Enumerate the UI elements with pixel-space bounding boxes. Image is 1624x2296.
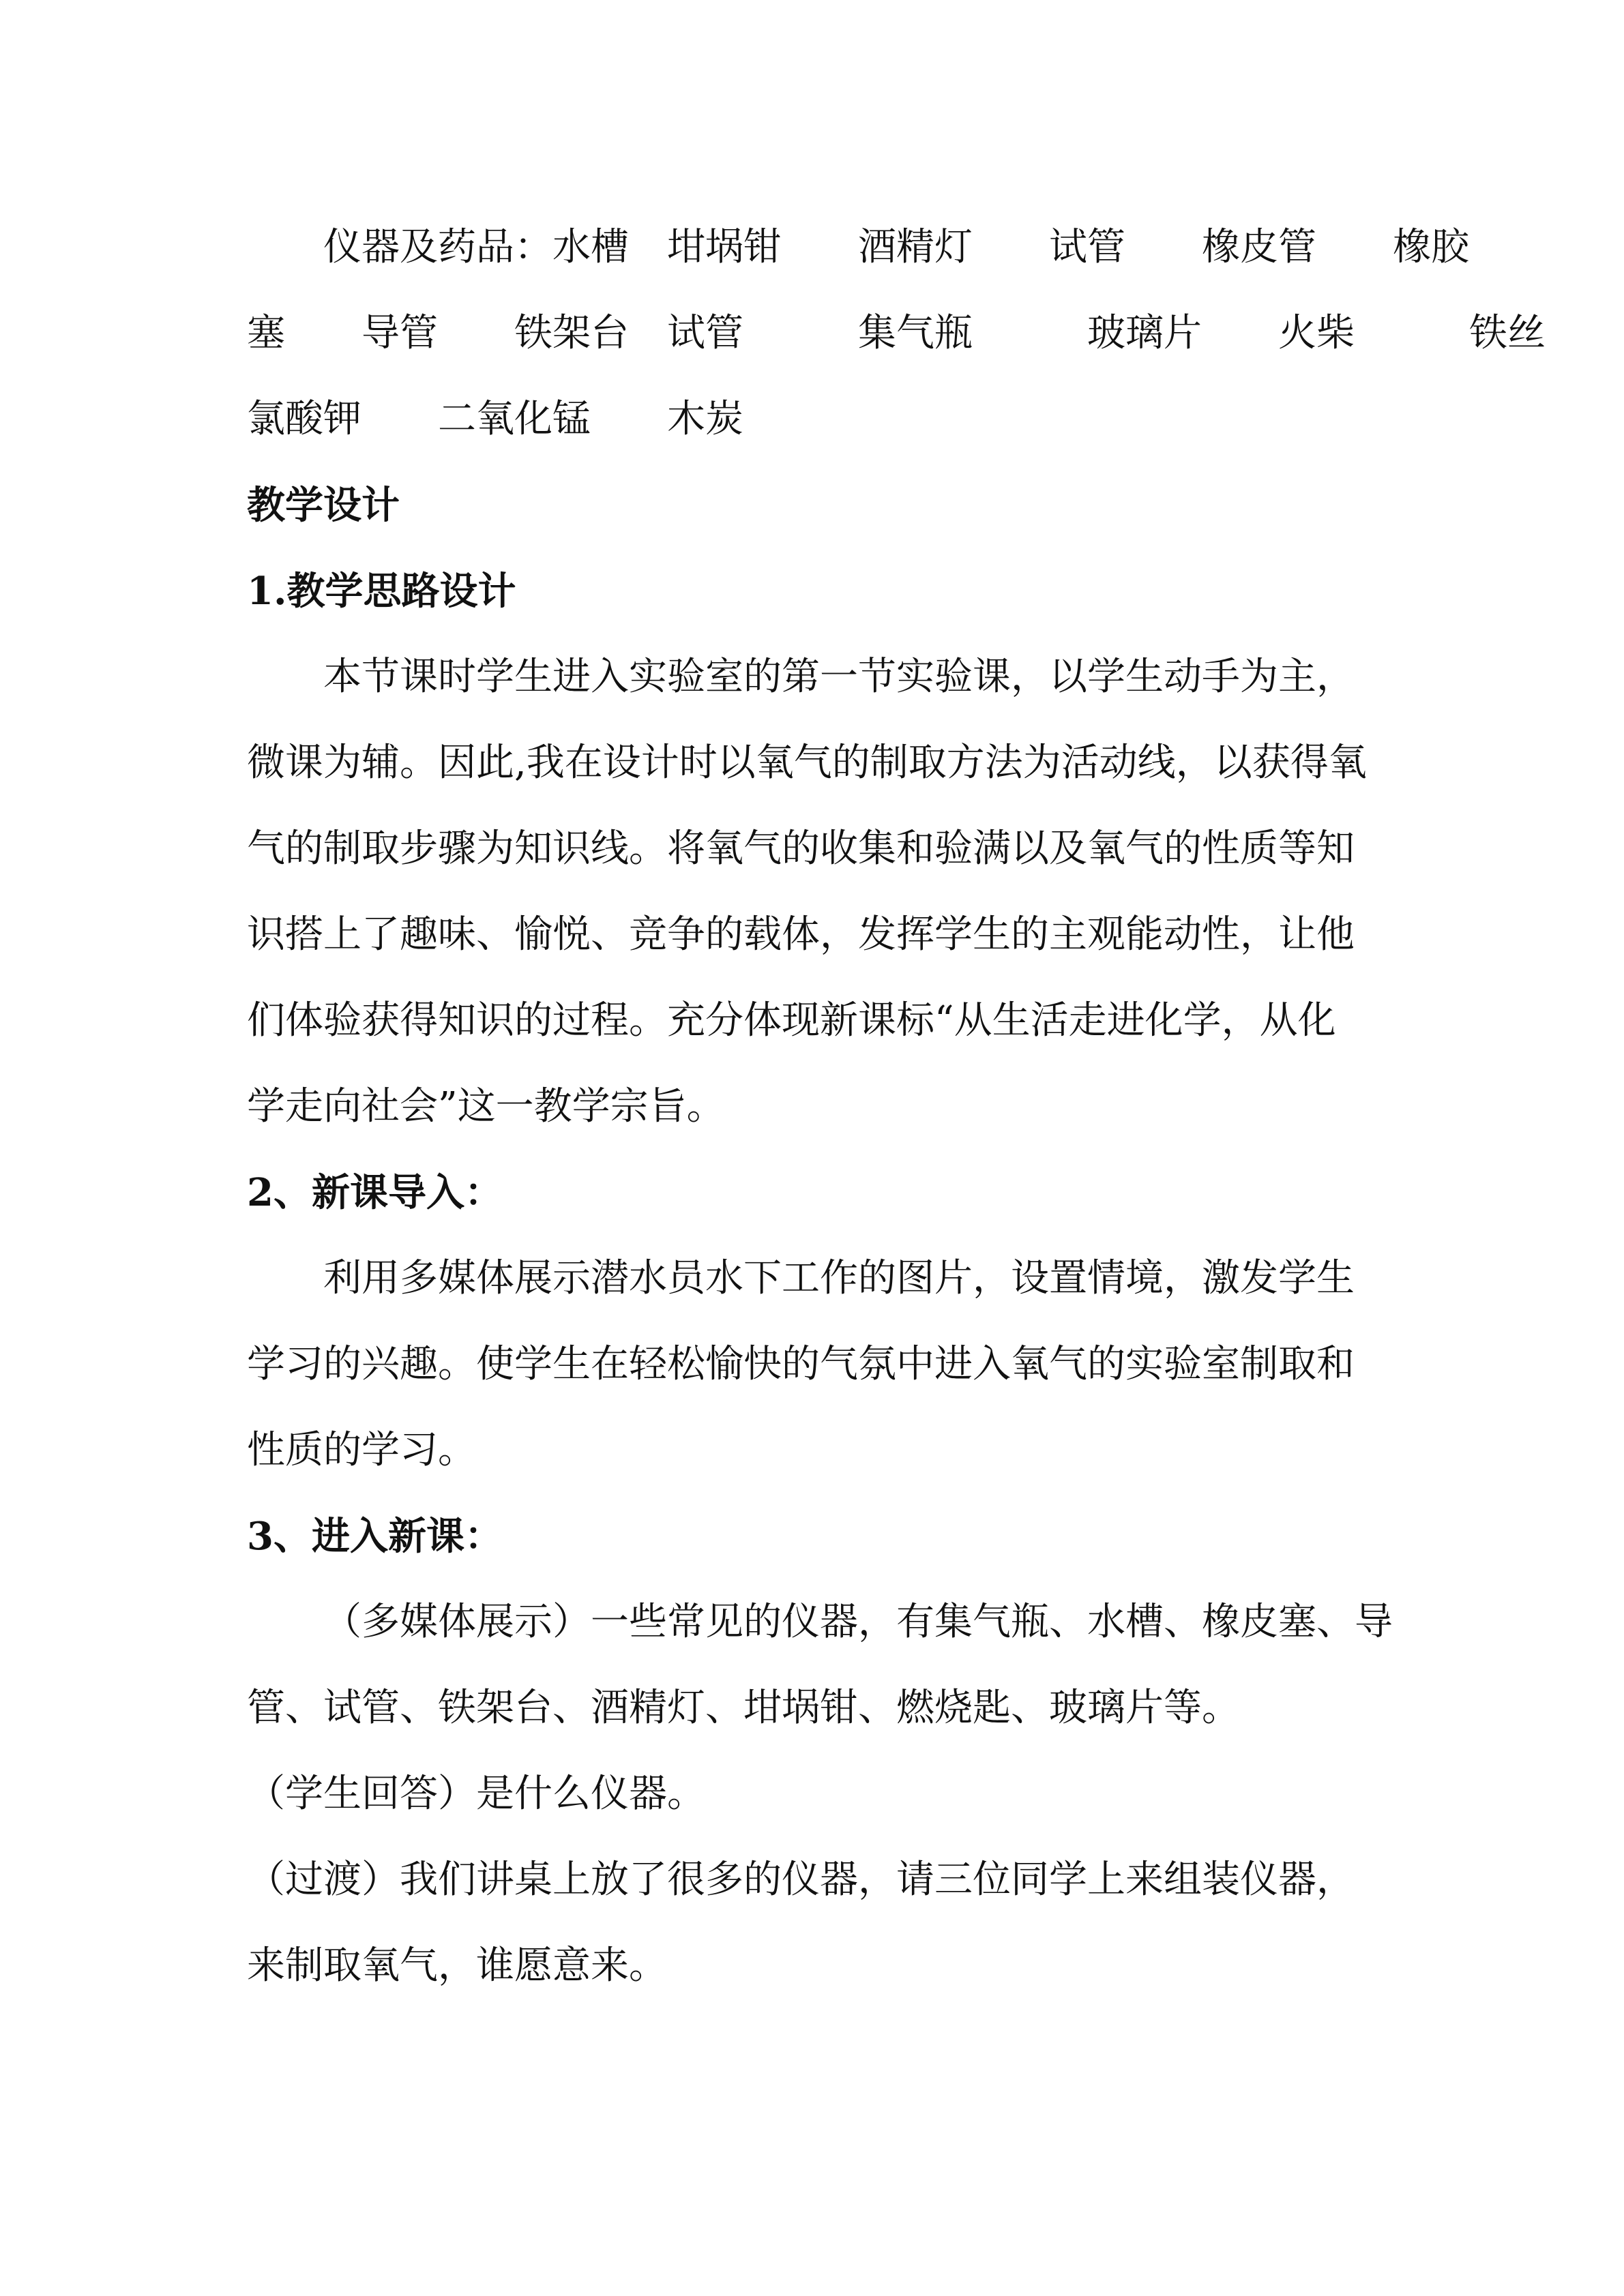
- paragraph-line: 学走向社会”这一教学宗旨。: [247, 1084, 725, 1129]
- paragraph-line: 氯酸钾 二氧化锰 木炭: [247, 397, 743, 441]
- paragraph-line: 本节课时学生进入实验室的第一节实验课，以学生动手为主，: [323, 655, 1355, 699]
- section-heading-teaching-design: 教学设计: [247, 483, 400, 528]
- paragraph-line: （学生回答）是什么仪器。: [247, 1772, 705, 1816]
- paragraph-line: 塞 导管 铁架台 试管 集气瓶 玻璃片 火柴 铁丝: [247, 311, 1546, 355]
- section-heading-teaching-approach: 1.教学思路设计: [247, 569, 516, 614]
- paragraph-line-instruments: 仪器及药品：水槽 坩埚钳 酒精灯 试管 橡皮管 橡胶: [323, 225, 1469, 269]
- section-heading-new-lesson: 3、进入新课：: [247, 1514, 503, 1559]
- paragraph-line: 利用多媒体展示潜水员水下工作的图片，设置情境，激发学生: [323, 1256, 1355, 1300]
- paragraph-line: 性质的学习。: [247, 1428, 476, 1472]
- paragraph-line: 管、试管、铁架台、酒精灯、坩埚钳、燃烧匙、玻璃片等。: [247, 1686, 1240, 1730]
- paragraph-line: 识搭上了趣味、愉悦、竞争的载体，发挥学生的主观能动性，让他: [247, 912, 1355, 957]
- paragraph-line: 微课为辅。因此,我在设计时以氧气的制取方法为活动线，以获得氧: [247, 741, 1367, 785]
- paragraph-line: （多媒体展示）一些常见的仪器，有集气瓶、水槽、橡皮塞、导: [323, 1600, 1393, 1644]
- paragraph-line: 学习的兴趣。使学生在轻松愉快的气氛中进入氧气的实验室制取和: [247, 1342, 1355, 1386]
- paragraph-line: 们体验获得知识的过程。充分体现新课标“从生活走进化学，从化: [247, 998, 1336, 1043]
- paragraph-line: （过渡）我们讲桌上放了很多的仪器，请三位同学上来组装仪器，: [247, 1858, 1355, 1902]
- paragraph-line: 气的制取步骤为知识线。将氧气的收集和验满以及氧气的性质等知: [247, 826, 1355, 871]
- document-body: [247, 205, 1546, 2009]
- paragraph-line: 来制取氧气，谁愿意来。: [247, 1943, 667, 1988]
- section-heading-lesson-intro: 2、新课导入：: [247, 1170, 503, 1215]
